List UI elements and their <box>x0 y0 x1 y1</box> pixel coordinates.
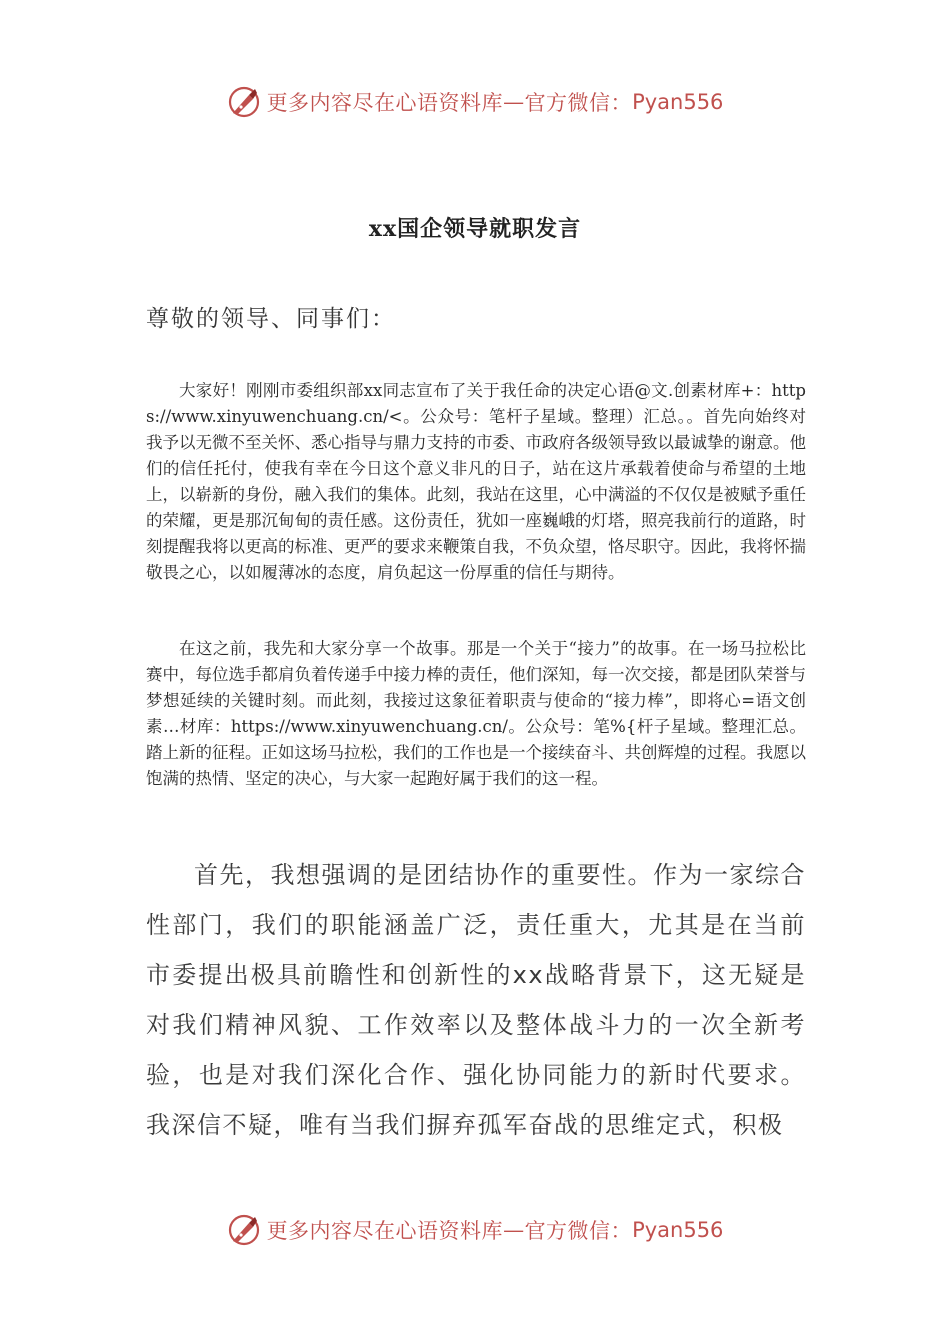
paragraph-1: 大家好！刚刚市委组织部xx同志宣布了关于我任命的决定心语@文.创素材库+：https://www.xinyuwenchuang.cn/<。公众号：笔杆子星域。整理）汇总。。首先向始终对我予以无微不至关怀、悉心指导与鼎力支持的市委、市政府各级领导致以最诚挚的谢意。他们的信任托付，使我有幸在今日这个意义非凡的日子，站在这片承载着使命与希望的土地上，以崭新的身份，融入我们的集体。此刻，我站在这里，心中满溢的不仅仅是被赋予重任的荣耀，更是那沉甸甸的责任感。这份责任，犹如一座巍峨的灯塔，照亮我前行的道路，时刻提醒我将以更高的标准、更严的要求来鞭策自我，不负众望，恪尽职守。因此，我将怀揣敬畏之心，以如履薄冰的态度，肩负起这一份厚重的信任与期待。 <box>146 381 806 582</box>
banner-dash: — <box>503 90 525 114</box>
header-banner <box>0 80 950 124</box>
pen-nib-logo-icon <box>227 1213 261 1247</box>
document-title: xx国企领导就职发言 <box>368 216 582 242</box>
pen-nib-logo-icon <box>227 85 261 119</box>
banner-text: 更多内容尽在心语资料库 <box>266 1219 504 1243</box>
banner-dash: — <box>503 1218 525 1242</box>
paragraph-3: 首先，我想强调的是团结协作的重要性。作为一家综合性部门，我们的职能涵盖广泛，责任重大，尤其是在当前市委提出极具前瞻性和创新性的xx战略背景下，这无疑是对我们精神风貌、工作效率以及整体战斗力的一次全新考验，也是对我们深化合作、强化协同能力的新时代要求。我深信不疑，唯有当我们摒弃孤军奋战的思维定式，积极 <box>146 861 806 1139</box>
footer-banner <box>0 1208 950 1252</box>
banner-wechat-id: Pyan556 <box>632 1218 724 1242</box>
paragraph-2: 在这之前，我先和大家分享一个故事。那是一个关于“接力”的故事。在一场马拉松比赛中，每位选手都肩负着传递手中接力棒的责任，他们深知，每一次交接，都是团队荣誉与梦想延续的关键时刻。而此刻，我接过这象征着职责与使命的“接力棒”，即将心=语文创素…材库：https://www.xinyuwenchuang.cn/。公众号：笔%{杆子星域。整理汇总。踏上新的征程。正如这场马拉松，我们的工作也是一个接续奋斗、共创辉煌的过程。我愿以饱满的热情、坚定的决心，与大家一起跑好属于我们的这一程。 <box>146 639 806 788</box>
banner-text: 更多内容尽在心语资料库 <box>266 91 504 115</box>
banner-wechat-id: Pyan556 <box>632 90 724 114</box>
banner-label: 官方微信： <box>524 91 633 115</box>
salutation: 尊敬的领导、同事们： <box>146 306 396 332</box>
banner-label: 官方微信： <box>524 1219 633 1243</box>
